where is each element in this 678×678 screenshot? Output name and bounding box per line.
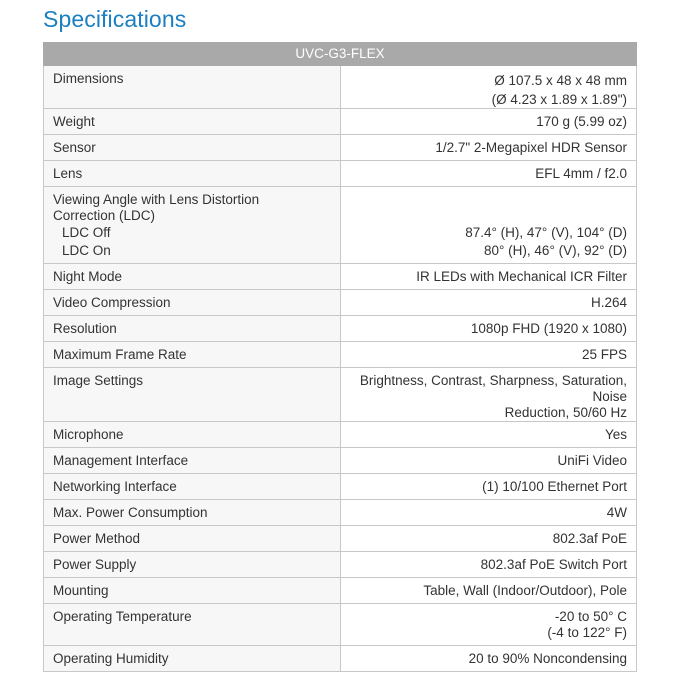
spec-value-text: -20 to 50° C <box>554 609 627 624</box>
spec-label <box>44 422 341 448</box>
spec-value-text: UniFi Video <box>557 453 627 468</box>
spec-value-text: (-4 to 122° F) <box>547 625 627 640</box>
spec-value <box>340 161 637 187</box>
spec-label <box>44 161 341 187</box>
spec-label-text: Operating Temperature <box>53 609 192 624</box>
spec-label-text: Sensor <box>53 140 96 155</box>
table-row <box>44 316 637 342</box>
table-row <box>44 368 637 422</box>
spec-value <box>340 604 637 646</box>
spec-value-text: EFL 4mm / f2.0 <box>535 166 627 181</box>
spec-value-text: Ø 107.5 x 48 x 48 mm <box>494 73 627 88</box>
table-row <box>44 66 637 109</box>
spec-value-text: 20 to 90% Noncondensing <box>468 651 627 666</box>
spec-value-text: 4W <box>606 505 627 520</box>
spec-value <box>340 368 637 422</box>
table-row <box>44 187 637 264</box>
table-row <box>44 646 637 672</box>
spec-value-text: 802.3af PoE Switch Port <box>480 557 627 572</box>
table-row <box>44 290 637 316</box>
spec-value-text: 1/2.7" 2-Megapixel HDR Sensor <box>435 140 627 155</box>
spec-value-text: 1080p FHD (1920 x 1080) <box>470 321 627 336</box>
spec-value-text: Brightness, Contrast, Sharpness, Saturation, Noise <box>359 373 627 404</box>
table-row <box>44 604 637 646</box>
table-row <box>44 135 637 161</box>
spec-value-text: H.264 <box>590 295 627 310</box>
table-row <box>44 264 637 290</box>
spec-label <box>44 290 341 316</box>
spec-label <box>44 66 341 109</box>
spec-label <box>44 135 341 161</box>
spec-label-text: Networking Interface <box>53 479 177 494</box>
page-title: Specifications <box>43 6 187 32</box>
spec-label-text: Max. Power Consumption <box>53 505 208 520</box>
spec-value <box>340 646 637 672</box>
spec-value <box>340 109 637 135</box>
spec-label-text: Lens <box>53 166 83 181</box>
table-row <box>44 578 637 604</box>
spec-label-text: Image Settings <box>53 373 144 388</box>
spec-sublabel-ldc-on: LDC On <box>62 243 111 258</box>
spec-label-text: Management Interface <box>53 453 189 468</box>
spec-label <box>44 316 341 342</box>
spec-label <box>44 578 341 604</box>
spec-label-text: Power Supply <box>53 557 137 572</box>
spec-value <box>340 264 637 290</box>
spec-value-text: 25 FPS <box>581 347 627 362</box>
spec-label <box>44 264 341 290</box>
spec-value <box>340 448 637 474</box>
spec-value <box>340 422 637 448</box>
spec-value-text: 802.3af PoE <box>552 531 627 546</box>
spec-value-text: 87.4° (H), 47° (V), 104° (D) <box>465 225 627 240</box>
spec-value <box>340 66 637 109</box>
spec-table <box>43 42 637 672</box>
spec-label <box>44 552 341 578</box>
spec-label <box>44 342 341 368</box>
spec-value-text: 170 g (5.99 oz) <box>536 114 627 129</box>
spec-label <box>44 604 341 646</box>
spec-label-text: Dimensions <box>53 71 124 86</box>
spec-value <box>340 342 637 368</box>
spec-value-text: (1) 10/100 Ethernet Port <box>482 479 627 494</box>
table-header-row <box>44 43 637 66</box>
spec-label <box>44 109 341 135</box>
spec-label-text: Operating Humidity <box>53 651 169 666</box>
spec-value-text: Reduction, 50/60 Hz <box>504 405 627 420</box>
spec-value-text: IR LEDs with Mechanical ICR Filter <box>416 269 627 284</box>
table-row <box>44 526 637 552</box>
spec-label <box>44 448 341 474</box>
table-row <box>44 161 637 187</box>
spec-value-text: Yes <box>604 427 627 442</box>
spec-value-text: Table, Wall (Indoor/Outdoor), Pole <box>423 583 627 598</box>
spec-label <box>44 500 341 526</box>
table-row <box>44 552 637 578</box>
spec-label-text: Viewing Angle with Lens Distortion <box>53 192 260 207</box>
spec-label-text: Weight <box>53 114 95 129</box>
spec-value <box>340 526 637 552</box>
spec-value-text: 80° (H), 46° (V), 92° (D) <box>484 243 627 258</box>
spec-value-text: (Ø 4.23 x 1.89 x 1.89") <box>491 92 627 107</box>
spec-value <box>340 474 637 500</box>
table-row <box>44 474 637 500</box>
table-row <box>44 500 637 526</box>
spec-label <box>44 368 341 422</box>
spec-label <box>44 187 341 264</box>
spec-label-text: Resolution <box>53 321 117 336</box>
table-row <box>44 109 637 135</box>
spec-value <box>340 187 637 264</box>
spec-label <box>44 474 341 500</box>
table-row <box>44 448 637 474</box>
spec-value <box>340 500 637 526</box>
spec-label <box>44 526 341 552</box>
spec-label-text: Microphone <box>53 427 124 442</box>
table-row <box>44 342 637 368</box>
spec-label-text: Night Mode <box>53 269 123 284</box>
spec-value <box>340 578 637 604</box>
spec-label-text: Mounting <box>53 583 109 598</box>
table-row <box>44 422 637 448</box>
spec-label-text: Maximum Frame Rate <box>53 347 187 362</box>
spec-value <box>340 135 637 161</box>
spec-value <box>340 316 637 342</box>
spec-sublabel-ldc-off: LDC Off <box>62 225 111 240</box>
spec-label-text: Video Compression <box>53 295 171 310</box>
spec-label-text: Correction (LDC) <box>53 208 156 223</box>
spec-value <box>340 552 637 578</box>
model-header: UVC-G3-FLEX <box>44 43 637 66</box>
spec-value <box>340 290 637 316</box>
spec-label <box>44 646 341 672</box>
spec-label-text: Power Method <box>53 531 141 546</box>
